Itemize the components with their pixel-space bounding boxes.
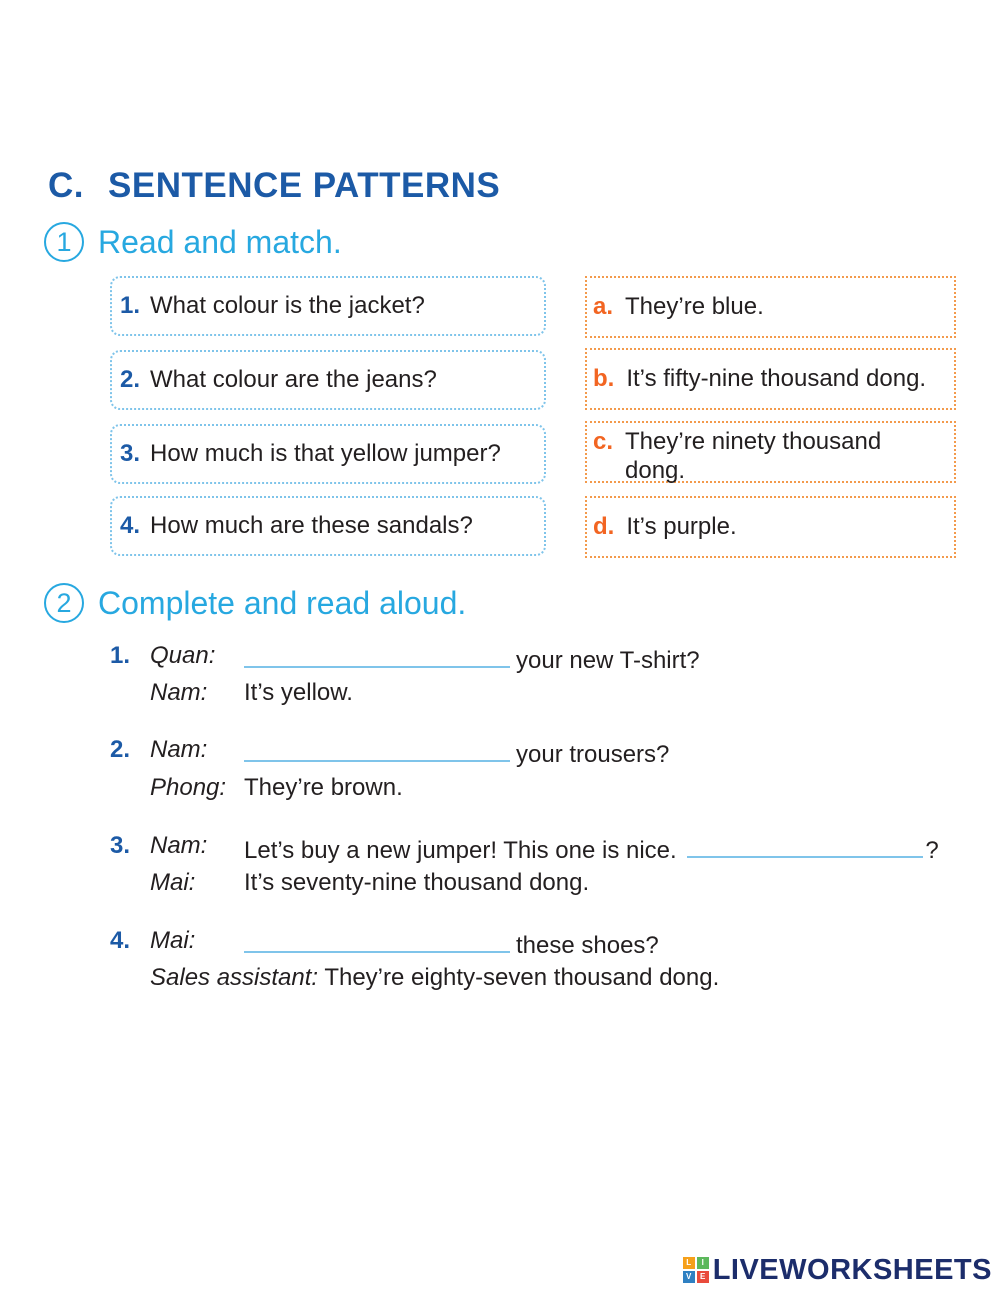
question-text: How much are these sandals? (150, 511, 473, 539)
exercise-1-number: 1 (44, 222, 84, 262)
question-number: 4. (120, 511, 141, 539)
question-box-3[interactable] (110, 424, 546, 484)
speech-after: your new T-shirt? (516, 647, 700, 674)
dialogue-4-line-1 (0, 925, 1000, 957)
dialogue-3-line-2 (0, 867, 1000, 899)
exercise-2-heading (44, 583, 466, 627)
dialogue-2-line-1 (0, 734, 1000, 766)
question-number: 1. (120, 291, 141, 319)
speaker-name: Quan: (150, 642, 216, 669)
question-text: What colour are the jeans? (150, 365, 437, 393)
speech-text: They’re brown. (244, 774, 403, 801)
question-number: 2. (120, 365, 141, 393)
exercise-2-number: 2 (44, 583, 84, 623)
dialogue-4-line-2 (150, 962, 719, 994)
speech-after: these shoes? (516, 932, 659, 959)
speech-text: They’re eighty-seven thousand dong. (324, 964, 720, 991)
section-letter: C. (48, 166, 84, 205)
question-box-2[interactable] (110, 350, 546, 410)
exercise-1-heading (44, 222, 342, 266)
speech-after: your trousers? (516, 741, 670, 768)
question-box-4[interactable] (110, 496, 546, 556)
speaker-name: Nam: (150, 832, 208, 859)
answer-letter: a. (593, 293, 614, 321)
question-box-1[interactable] (110, 276, 546, 336)
answer-letter: b. (593, 365, 615, 393)
logo-block: I (697, 1257, 709, 1269)
dialogue-1-line-1 (0, 640, 1000, 672)
dialogue-number: 4. (110, 927, 131, 954)
liveworksheets-logo (683, 1252, 992, 1288)
answer-letter: c. (593, 428, 614, 455)
speaker-name: Nam: (150, 736, 208, 763)
speaker-name: Mai: (150, 927, 196, 954)
answer-blank[interactable] (244, 925, 510, 953)
speech-after: ? (925, 837, 939, 864)
answer-box-a[interactable] (585, 276, 956, 338)
answer-text: They’re ninety thousand dong. (625, 428, 882, 485)
answer-blank[interactable] (244, 640, 510, 668)
logo-block: L (683, 1257, 695, 1269)
question-text: What colour is the jacket? (150, 291, 425, 319)
speaker-name: Mai: (150, 869, 196, 896)
speech-text: It’s yellow. (244, 679, 353, 706)
answer-text: It’s purple. (626, 513, 737, 541)
speech (244, 925, 659, 962)
speech (244, 734, 669, 771)
speaker-name: Nam: (150, 679, 208, 706)
dialogue-number: 2. (110, 736, 131, 763)
section-title: SENTENCE PATTERNS (108, 166, 501, 205)
speech-before: Let’s buy a new jumper! This one is nice. (244, 837, 677, 864)
answer-blank[interactable] (687, 830, 923, 858)
speech-text: It’s seventy-nine thousand dong. (244, 869, 590, 896)
dialogue-number: 1. (110, 642, 131, 669)
dialogue-number: 3. (110, 832, 131, 859)
dialogue-2-line-2 (0, 772, 1000, 804)
question-text: How much is that yellow jumper? (150, 439, 501, 467)
logo-blocks-icon (683, 1257, 709, 1283)
answer-letter: d. (593, 513, 615, 541)
section-heading (48, 166, 500, 206)
exercise-2-title: Complete and read aloud. (98, 584, 467, 621)
exercise-1-title: Read and match. (98, 223, 342, 260)
speaker-name: Sales assistant: (150, 964, 319, 991)
dialogue-1-line-2 (0, 677, 1000, 709)
answer-box-d[interactable] (585, 496, 956, 558)
answer-box-b[interactable] (585, 348, 956, 410)
logo-text: LIVEWORKSHEETS (712, 1253, 992, 1286)
answer-box-c[interactable] (585, 421, 956, 483)
dialogue-3-line-1 (0, 830, 1000, 862)
logo-block: E (697, 1271, 709, 1283)
answer-blank[interactable] (244, 734, 510, 762)
answer-text: They’re blue. (625, 293, 764, 321)
speaker-name: Phong: (150, 774, 227, 801)
answer-text: It’s fifty-nine thousand dong. (626, 365, 927, 393)
speech (244, 830, 939, 867)
speech (244, 640, 700, 677)
question-number: 3. (120, 439, 141, 467)
logo-block: V (683, 1271, 695, 1283)
